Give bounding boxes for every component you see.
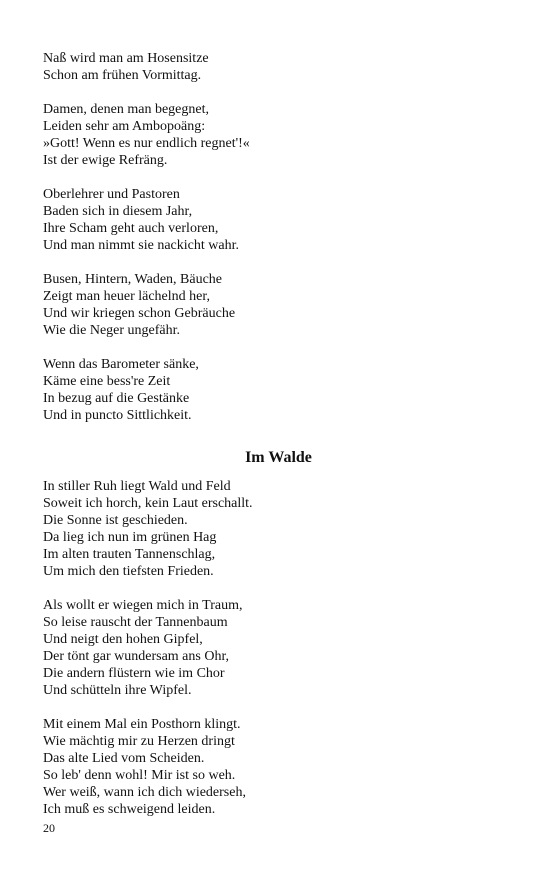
verse-line: Im alten trauten Tannenschlag, <box>43 547 216 562</box>
verse-line: Wie die Neger ungefähr. <box>43 323 181 338</box>
poem-title: Im Walde <box>245 449 312 466</box>
page-number: 20 <box>43 821 55 835</box>
verse-line: Und schütteln ihre Wipfel. <box>43 683 192 698</box>
verse-line: Wie mächtig mir zu Herzen dringt <box>43 734 235 749</box>
verse-line: In stiller Ruh liegt Wald und Feld <box>43 479 231 494</box>
verse-line: Und neigt den hohen Gipfel, <box>43 632 203 647</box>
verse-line: Leiden sehr am Ambopoäng: <box>43 119 206 134</box>
stanza <box>43 186 513 254</box>
verse-line: Käme eine bess're Zeit <box>43 374 171 389</box>
stanza <box>43 716 513 818</box>
verse-line: Wer weiß, wann ich dich wiederseh, <box>43 785 246 800</box>
verse-line: Ihre Scham geht auch verloren, <box>43 221 219 236</box>
verse-line: In bezug auf die Gestänke <box>43 391 190 406</box>
verse-line: Oberlehrer und Pastoren <box>43 187 180 202</box>
verse-line: Naß wird man am Hosensitze <box>43 51 209 66</box>
verse-line: So leb' denn wohl! Mir ist so weh. <box>43 768 236 783</box>
verse-line: Schon am frühen Vormittag. <box>43 68 202 83</box>
verse-line: Das alte Lied vom Scheiden. <box>43 751 205 766</box>
verse-line: Der tönt gar wundersam ans Ohr, <box>43 649 230 664</box>
stanza <box>43 356 513 424</box>
verse-line: Die andern flüstern wie im Chor <box>43 666 225 681</box>
poem-second <box>43 478 513 818</box>
verse-line: Ist der ewige Refräng. <box>43 153 168 168</box>
verse-line: »Gott! Wenn es nur endlich regnet'!« <box>43 136 250 151</box>
verse-line: Soweit ich horch, kein Laut erschallt. <box>43 496 253 511</box>
stanza <box>43 271 513 339</box>
verse-line: Und wir kriegen schon Gebräuche <box>43 306 236 321</box>
page-content <box>43 50 513 818</box>
verse-line: Und in puncto Sittlichkeit. <box>43 408 192 423</box>
verse-line: Da lieg ich nun im grünen Hag <box>43 530 217 545</box>
verse-line: Busen, Hintern, Waden, Bäuche <box>43 272 223 287</box>
verse-line: Baden sich in diesem Jahr, <box>43 204 193 219</box>
verse-line: Mit einem Mal ein Posthorn klingt. <box>43 717 241 732</box>
verse-line: Die Sonne ist geschieden. <box>43 513 188 528</box>
verse-line: So leise rauscht der Tannenbaum <box>43 615 228 630</box>
stanza <box>43 101 513 169</box>
stanza <box>43 50 513 84</box>
stanza <box>43 597 513 699</box>
verse-line: Ich muß es schweigend leiden. <box>43 802 216 817</box>
verse-line: Und man nimmt sie nackicht wahr. <box>43 238 239 253</box>
verse-line: Als wollt er wiegen mich in Traum, <box>43 598 243 613</box>
verse-line: Zeigt man heuer lächelnd her, <box>43 289 210 304</box>
stanza <box>43 478 513 580</box>
verse-line: Wenn das Barometer sänke, <box>43 357 199 372</box>
verse-line: Damen, denen man begegnet, <box>43 102 209 117</box>
verse-line: Um mich den tiefsten Frieden. <box>43 564 214 579</box>
poem-first <box>43 50 513 424</box>
